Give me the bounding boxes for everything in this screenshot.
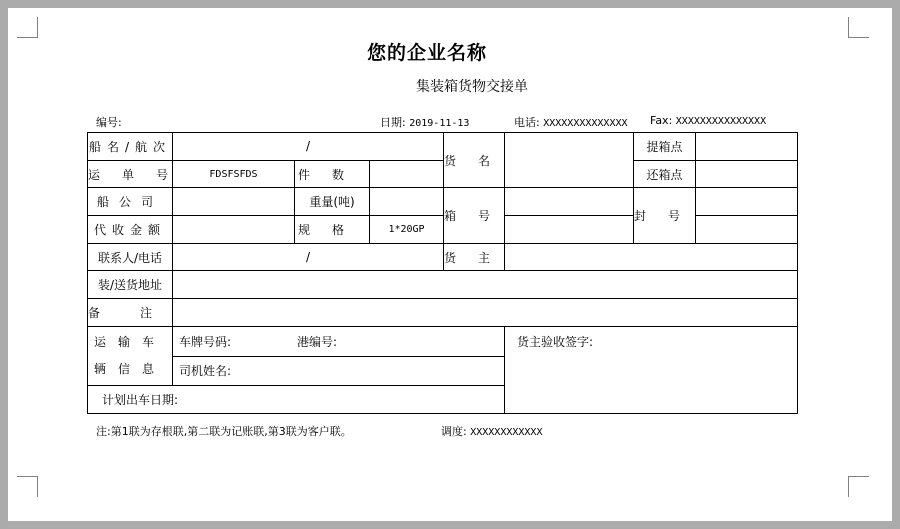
plan-date-label: 计划出车日期: [102, 393, 179, 408]
driver-label: 司机姓名: [179, 364, 232, 379]
address-value [173, 271, 798, 299]
phone-label: 电话: [514, 116, 540, 129]
ship-value: / [173, 133, 444, 161]
return-value [696, 160, 798, 188]
dispatch-field [441, 423, 542, 439]
remark-label: 备注 [88, 299, 173, 327]
box-no-label: 箱号 [444, 188, 505, 243]
vehicle-info-row-1 [173, 326, 505, 356]
pieces-label: 件数 [295, 160, 370, 188]
weight-label: 重量(吨) [295, 188, 370, 216]
return-label: 还箱点 [634, 160, 696, 188]
handover-form [87, 132, 798, 414]
crop-mark-bottom-left [17, 476, 38, 497]
transport-label [88, 326, 173, 385]
box-no-value-2 [505, 216, 634, 244]
document-title: 集装箱货物交接单 [416, 79, 528, 95]
weight-value [370, 188, 444, 216]
goods-name-value [505, 133, 634, 188]
date-value: 2019-11-13 [409, 118, 470, 129]
seal-value-1 [696, 188, 798, 216]
driver-name-row [173, 356, 505, 386]
owner-label: 货主 [444, 243, 505, 271]
phone-field [514, 114, 628, 130]
seal-value-2 [696, 216, 798, 244]
company-name: 您的企业名称 [366, 42, 487, 64]
owner-value [505, 243, 798, 271]
waybill-label: 运单号 [88, 160, 173, 188]
dispatch-value: XXXXXXXXXXXX [470, 427, 543, 438]
collect-amount-label: 代收金额 [88, 216, 173, 244]
number-label: 编号: [96, 116, 122, 129]
crop-mark-top-left [17, 17, 38, 38]
box-no-value-1 [505, 188, 634, 216]
contact-label: 联系人/电话 [88, 243, 173, 271]
owner-sign-cell [505, 326, 798, 413]
fax-label: Fax: [650, 114, 673, 127]
fax-value: XXXXXXXXXXXXXXX [675, 116, 767, 127]
plan-date-cell [88, 386, 505, 414]
owner-sign-label: 货主验收签字: [517, 334, 594, 349]
collect-amount-value [173, 216, 295, 244]
ship-label: 船名/航次 [88, 133, 173, 161]
date-field [380, 114, 469, 130]
pieces-value [370, 160, 444, 188]
transport-label-line-2: 辆信息 [93, 362, 166, 377]
fax-field [650, 114, 766, 127]
plate-label: 车牌号码: [179, 334, 232, 349]
seal-label: 封号 [634, 188, 696, 243]
waybill-value: FDSFSFDS [173, 160, 295, 188]
copy-note: 注:第1联为存根联,第二联为记账联,第3联为客户联。 [96, 425, 352, 438]
date-label: 日期: [380, 116, 406, 129]
ship-company-value [173, 188, 295, 216]
spec-label: 规格 [295, 216, 370, 244]
goods-name-label: 货名 [444, 133, 505, 188]
remark-value [173, 299, 798, 327]
contact-value: / [173, 243, 444, 271]
pickup-value [696, 133, 798, 161]
crop-mark-top-right [848, 17, 869, 38]
port-label: 港编号: [297, 334, 338, 349]
phone-value: XXXXXXXXXXXXXX [543, 118, 628, 129]
address-label: 装/送货地址 [88, 271, 173, 299]
transport-label-line-1: 运输车 [93, 335, 166, 350]
crop-mark-bottom-right [848, 476, 869, 497]
spec-value: 1*20GP [370, 216, 444, 244]
dispatch-label: 调度: [441, 425, 467, 438]
pickup-label: 提箱点 [634, 133, 696, 161]
ship-company-label: 船公司 [88, 188, 173, 216]
